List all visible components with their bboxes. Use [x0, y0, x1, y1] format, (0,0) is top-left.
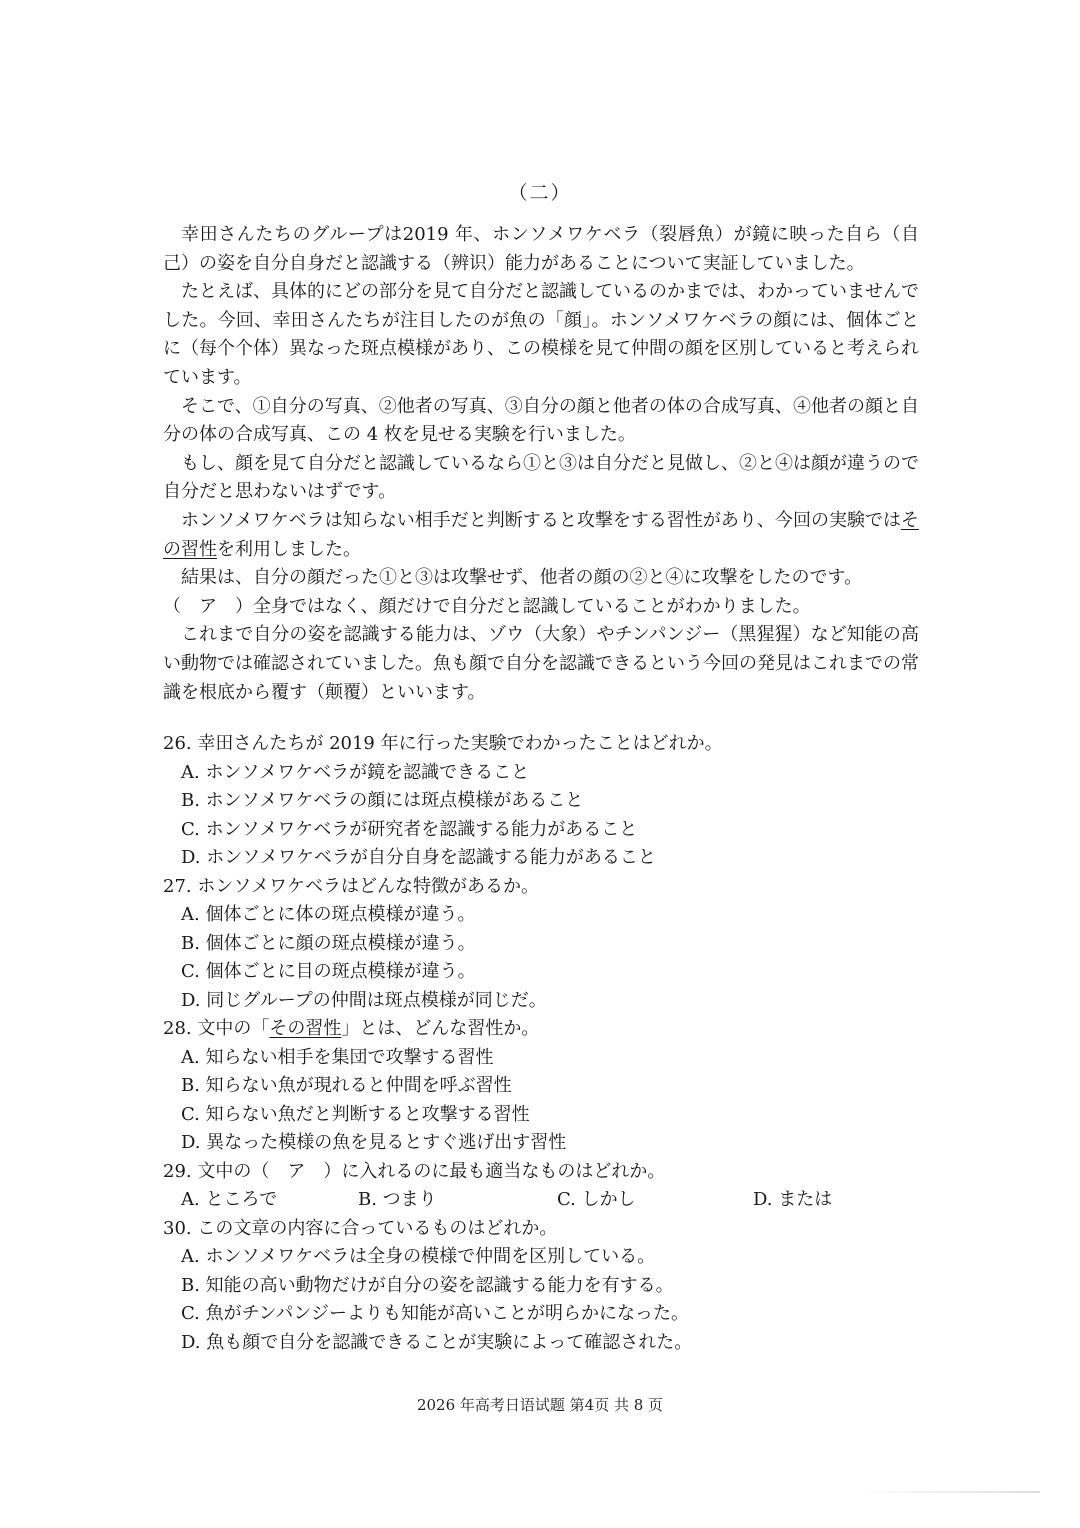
question-27-option-d: D. 同じグループの仲間は斑点模様が同じだ。	[181, 989, 547, 1011]
question-29-option-d: D. または	[753, 1189, 833, 1210]
passage-paragraph-3: そこで、①自分の写真、②他者の写真、③自分の顔と他者の体の合成写真、④他者の顔と自分の体の合成写真、この 4 枚を見せる実験を行いました。	[163, 395, 919, 446]
question-30-option-c: C. 魚がチンパンジーよりも知能が高いことが明らかになった。	[181, 1303, 689, 1324]
question-29-option-c: C. しかし	[557, 1189, 636, 1210]
question-26-option-b: B. ホンソメワケベラの顔には斑点模様があること	[181, 790, 584, 811]
passage-paragraph-7: （ ア ）全身ではなく、顔だけで自分だと認識していることがわかりました。	[163, 595, 811, 617]
question-30-stem: 30. この文章の内容に合っているものはどれか。	[163, 1217, 558, 1239]
reading-passage	[163, 221, 919, 707]
question-29-option-a: A. ところで	[181, 1189, 278, 1210]
question-28-stem-before: 28. 文中の「	[163, 1018, 270, 1039]
question-27-option-b: B. 個体ごとに顔の斑点模様が違う。	[181, 932, 476, 954]
passage-paragraph-6: 結果は、自分の顔だった①と③は攻撃せず、他者の顔の②と④に攻撃をしたのです。	[181, 567, 863, 589]
question-26-option-d: D. ホンソメワケベラが自分自身を認識する能力があること	[181, 847, 656, 868]
question-28-option-a: A. 知らない相手を集団で攻撃する習性	[181, 1046, 494, 1068]
question-27-stem: 27. ホンソメワケベラはどんな特徴があるか。	[163, 875, 539, 897]
passage-paragraph-5-before: ホンソメワケベラは知らない相手だと判断すると攻撃をする習性があり、今回の実験では	[181, 509, 901, 531]
question-28-stem	[163, 1015, 919, 1044]
question-28-option-c: C. 知らない魚だと判断すると攻撃する習性	[181, 1103, 530, 1125]
question-26-option-c: C. ホンソメワケベラが研究者を認識する能力があること	[181, 818, 638, 840]
question-28-option-b: B. 知らない魚が現れると仲間を呼ぶ習性	[181, 1075, 512, 1096]
question-29-option-b: B. つまり	[358, 1189, 437, 1210]
page-footer: 2026 年高考日语试题 第4页 共 8 页	[416, 1396, 664, 1414]
underlined-phrase: その習性	[163, 509, 919, 560]
passage-paragraph-5	[163, 507, 919, 564]
question-29-options	[163, 1186, 919, 1215]
passage-paragraph-2: たとえば、具体的にどの部分を見て自分だと認識しているのかまでは、わかっていませんでした。今回、幸田さんたちが注目したのが魚の「顔」。ホンソメワケベラの顔には、個体ごとに（每个个体）異なった斑点模様があり、この模様を見て仲間の顔を区別していると考えられています。	[163, 281, 919, 388]
passage-paragraph-8: これまで自分の姿を認識する能力は、ゾウ（大象）やチンパンジー（黑猩猩）など知能の高い動物では確認されていました。魚も顔で自分を認識できるという今回の発見はこれまでの常識を根底から覆す（颠覆）といいます。	[163, 624, 919, 703]
watermark-line	[860, 1491, 1040, 1493]
question-30-option-d: D. 魚も顔で自分を認識できることが実験によって確認された。	[181, 1331, 693, 1353]
question-27-option-c: C. 個体ごとに目の斑点模様が違う。	[181, 961, 476, 982]
question-28-underlined-phrase: その習性	[269, 1018, 342, 1039]
question-28-stem-after: 」とは、どんな習性か。	[341, 1018, 540, 1039]
passage-paragraph-4: もし、顔を見て自分だと認識しているなら①と③は自分だと見做し、②と④は顔が違うので自分だと思わないはずです。	[163, 452, 919, 503]
question-28-option-d: D. 異なった模様の魚を見るとすぐ逃げ出す習性	[181, 1132, 567, 1153]
question-29-stem: 29. 文中の（ ア ）に入れるのに最も適当なものはどれか。	[163, 1160, 666, 1182]
section-title: （二）	[508, 182, 572, 204]
question-26-stem: 26. 幸田さんたちが 2019 年に行った実験でわかったことはどれか。	[163, 733, 723, 754]
question-26-option-a: A. ホンソメワケベラが鏡を認識できること	[181, 761, 530, 783]
question-list	[163, 730, 919, 1357]
question-30-option-a: A. ホンソメワケベラは全身の模様で仲間を区別している。	[181, 1246, 656, 1267]
faint-watermark	[860, 1482, 1050, 1502]
question-27-option-a: A. 個体ごとに体の斑点模様が違う。	[181, 904, 476, 925]
question-30-option-b: B. 知能の高い動物だけが自分の姿を認識する能力を有する。	[181, 1274, 674, 1296]
passage-paragraph-5-after: を利用しました。	[217, 538, 361, 560]
passage-paragraph-1: 幸田さんたちのグループは2019 年、ホンソメワケベラ（裂唇魚）が鏡に映った自ら（自己）の姿を自分自身だと認識する（辨识）能力があることについて実証していました。	[163, 224, 919, 274]
